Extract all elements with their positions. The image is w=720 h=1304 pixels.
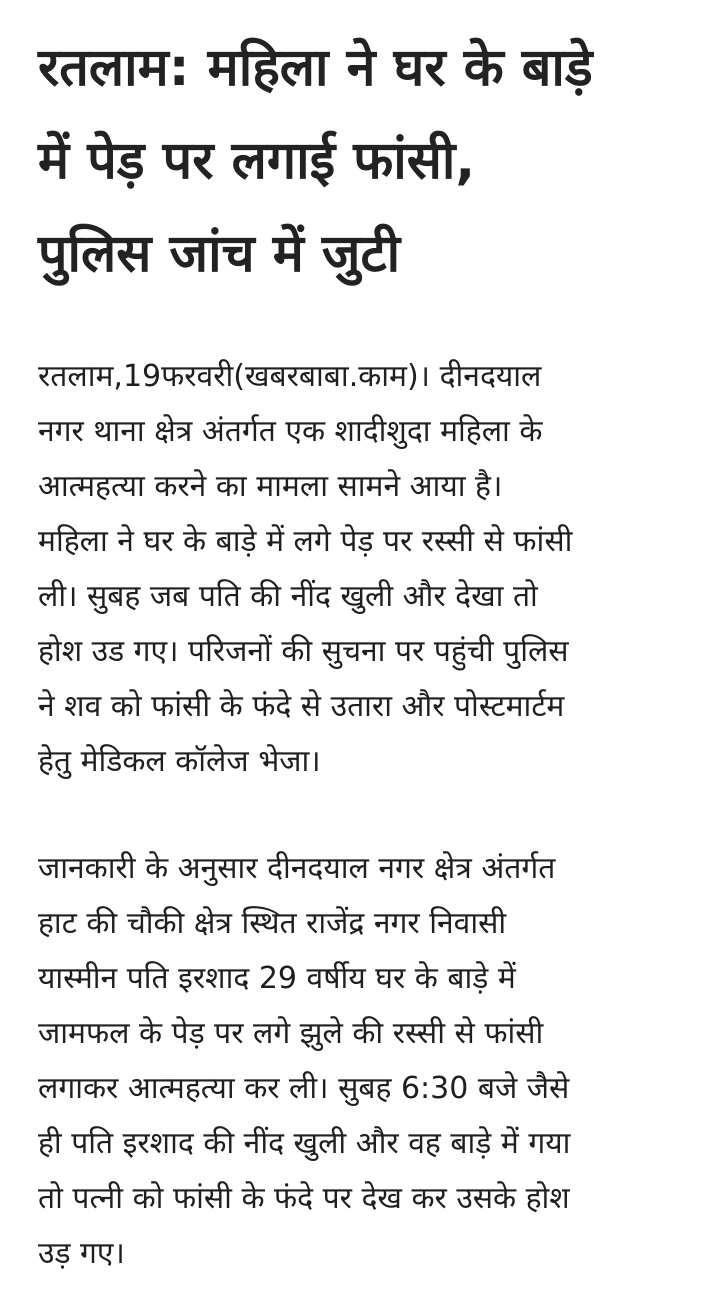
paragraph-line: तो पत्नी को फांसी के फंदे पर देख कर उसके होश — [38, 1181, 570, 1216]
headline-line: में पेड़ पर लगाई फांसी, — [38, 131, 476, 191]
paragraph-line: हेतु मेडिकल कॉलेज भेजा। — [38, 744, 321, 779]
paragraph-line: होश उड गए। परिजनों की सुचना पर पहुंची पुलिस — [38, 634, 569, 669]
headline-line: पुलिस जांच में जुटी — [38, 224, 401, 284]
paragraph-line: रतलाम,19फरवरी(खबरबाबा.काम)। दीनदयाल — [38, 359, 542, 394]
article-body — [38, 349, 682, 1281]
paragraph-line: यास्मीन पति इरशाद 29 वर्षीय घर के बाड़े में — [38, 961, 516, 996]
paragraph-line: महिला ने घर के बाड़े में लगे पेड़ पर रस्सी से फांसी — [38, 524, 573, 559]
paragraph-line: ली। सुबह जब पति की नींद खुली और देखा तो — [38, 579, 538, 614]
article-headline — [38, 22, 682, 301]
article-paragraph-1 — [38, 349, 682, 789]
paragraph-line: लगाकर आत्महत्या कर ली। सुबह 6:30 बजे जैसे — [38, 1071, 570, 1106]
paragraph-line: ने शव को फांसी के फंदे से उतारा और पोस्टमार्टम — [38, 689, 565, 724]
paragraph-line: जामफल के पेड़ पर लगे झुले की रस्सी से फांसी — [38, 1016, 544, 1051]
paragraph-line: ही पति इरशाद की नींद खुली और वह बाड़े में गया — [38, 1126, 571, 1161]
paragraph-line: नगर थाना क्षेत्र अंतर्गत एक शादीशुदा महिला के — [38, 414, 543, 449]
headline-line: रतलाम: महिला ने घर के बाड़े — [38, 38, 593, 98]
paragraph-line: आत्महत्या करने का मामला सामने आया है। — [38, 469, 503, 504]
article-paragraph-2 — [38, 841, 682, 1281]
paragraph-line: उड़ गए। — [38, 1236, 125, 1271]
paragraph-line: हाट की चौकी क्षेत्र स्थित राजेंद्र नगर निवासी — [38, 906, 507, 941]
paragraph-line: जानकारी के अनुसार दीनदयाल नगर क्षेत्र अंतर्गत — [38, 851, 556, 886]
